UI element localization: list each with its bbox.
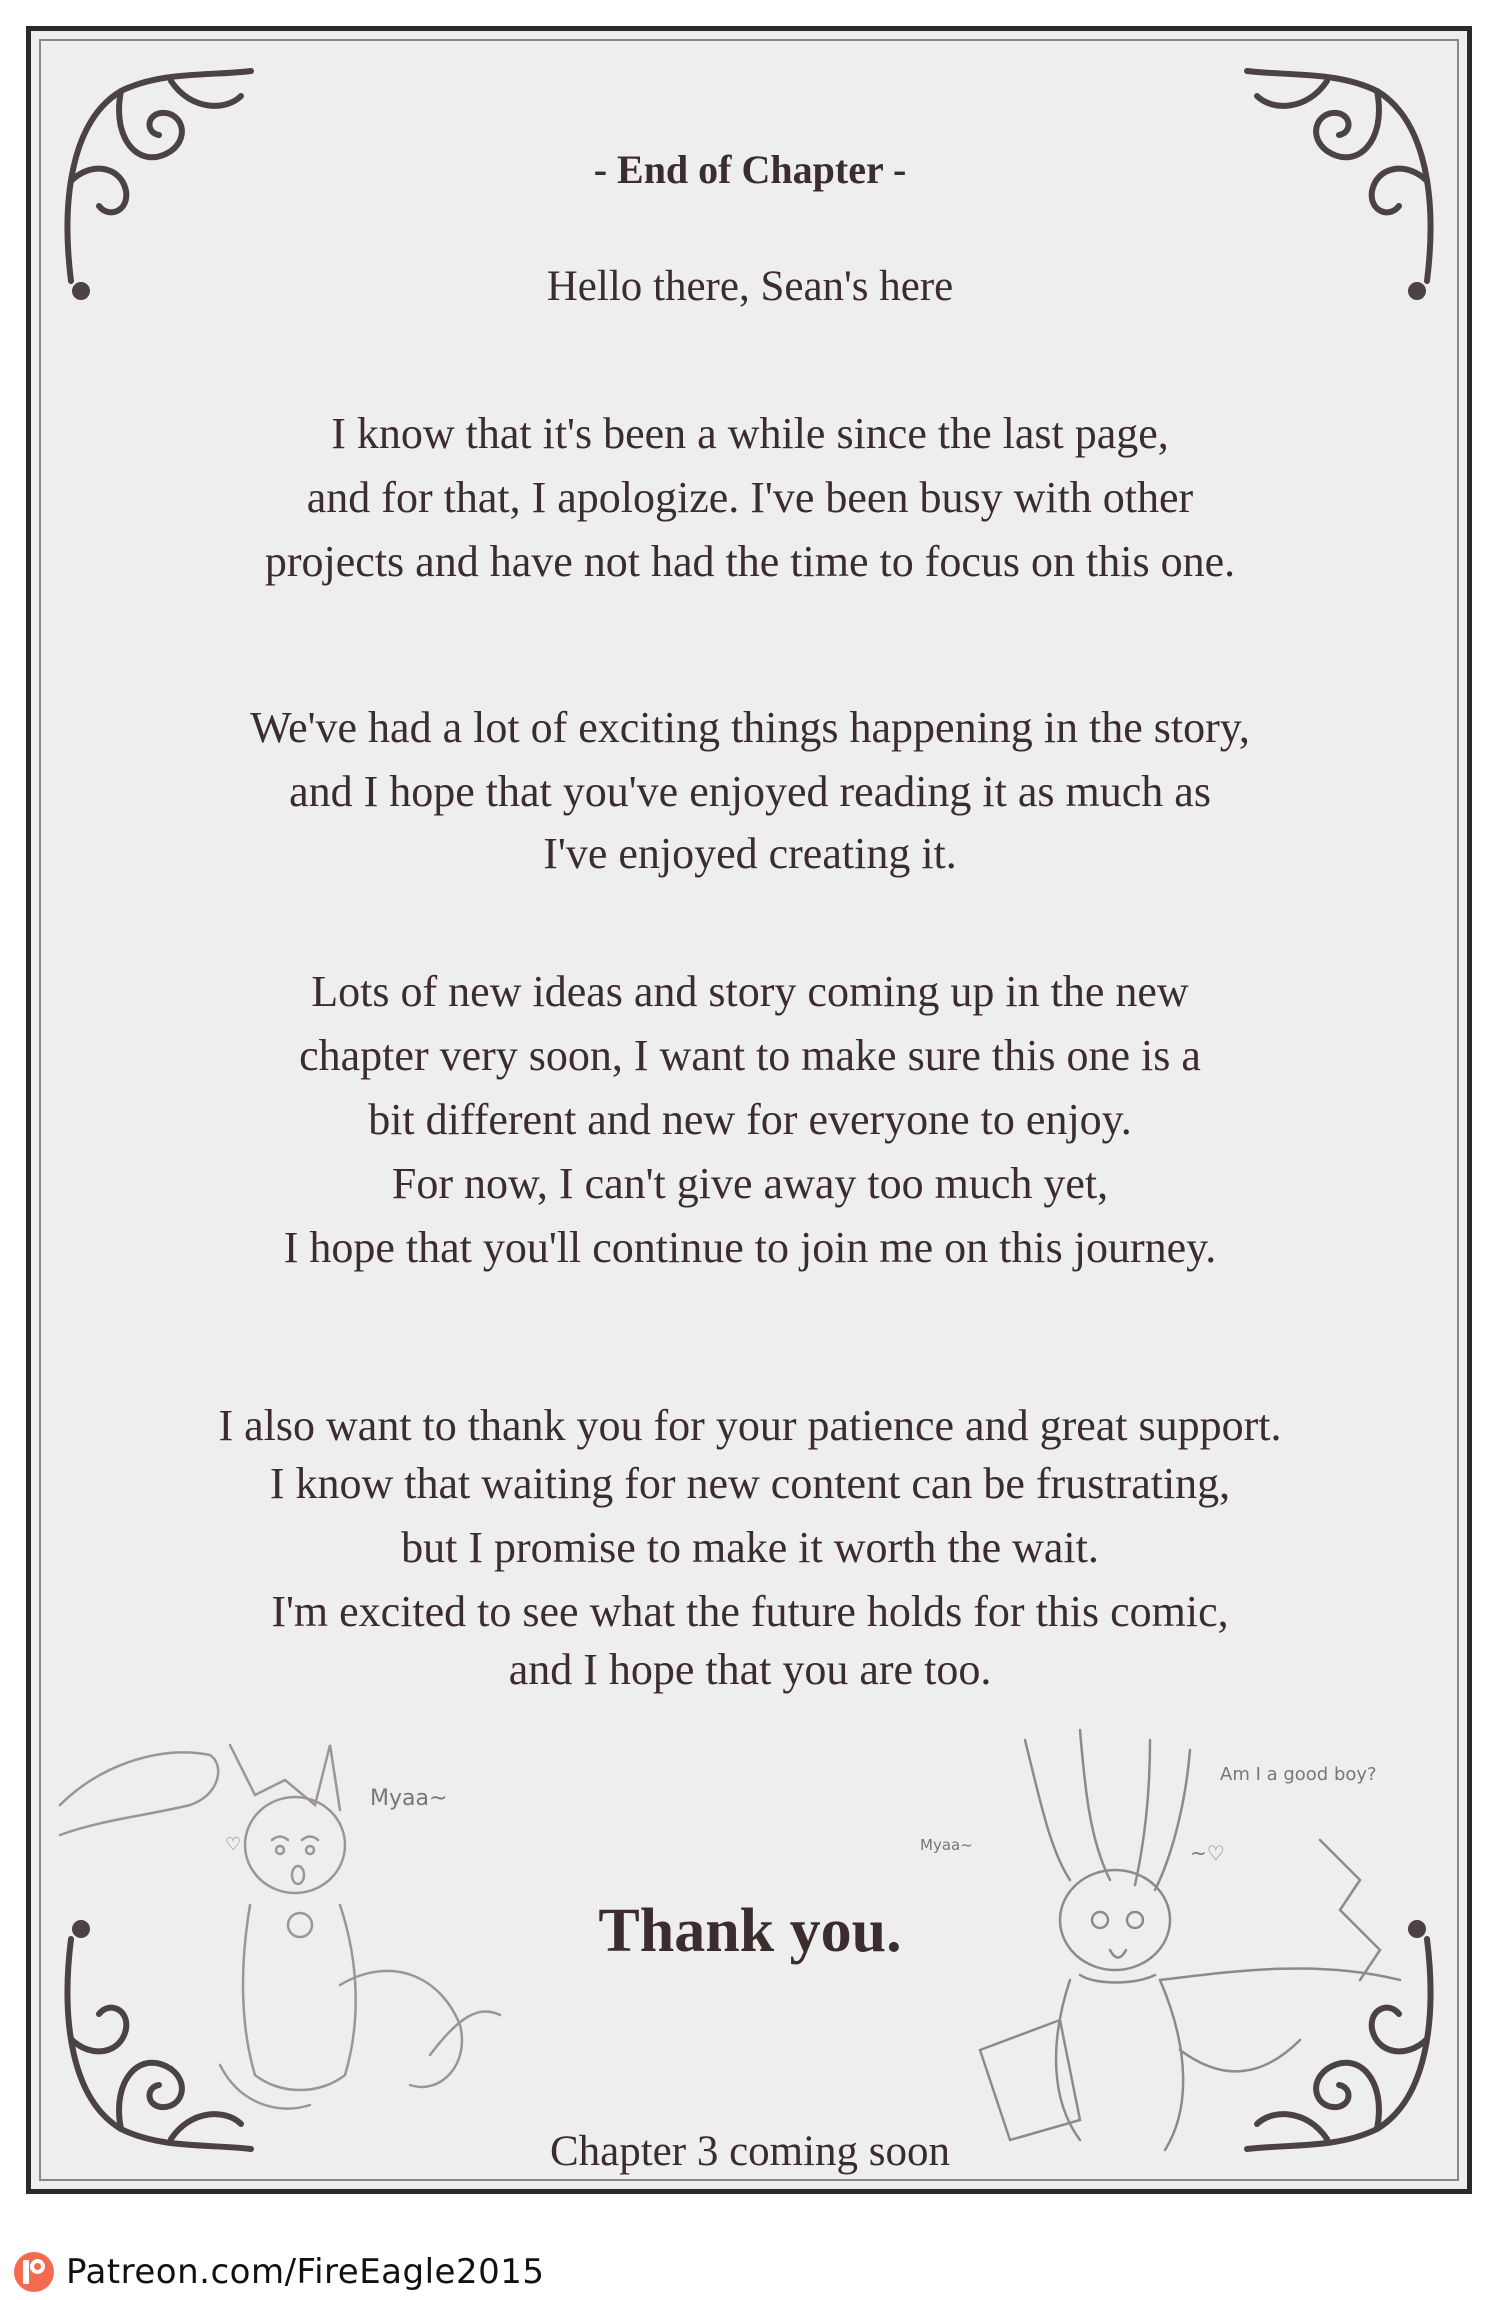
paragraph1-line2: and for that, I apologize. I've been busy with other	[306, 473, 1194, 522]
paragraph2-line3: I've enjoyed creating it.	[543, 829, 957, 878]
thank-you-text: Thank you.	[598, 1897, 902, 1965]
paragraph3-line5: I hope that you'll continue to join me on this journey.	[283, 1223, 1217, 1272]
paragraph3-line4: For now, I can't give away too much yet,	[391, 1159, 1109, 1208]
paragraph1-line3: projects and have not had the time to focus on this one.	[264, 537, 1236, 586]
paragraph2-line2: and I hope that you've enjoyed reading it as much as	[289, 767, 1211, 816]
paragraph3-line1: Lots of new ideas and story coming up in the new	[311, 967, 1189, 1016]
paragraph4-line1: I also want to thank you for your patience and great support.	[218, 1401, 1282, 1450]
paragraph2-line1: We've had a lot of exciting things happening in the story,	[250, 703, 1250, 752]
right-sketch-speech: Am I a good boy?	[1220, 1764, 1377, 1785]
paragraph1-line1: I know that it's been a while since the last page,	[331, 409, 1169, 458]
paragraph4-line5: and I hope that you are too.	[508, 1645, 992, 1694]
patreon-link[interactable]: Patreon.com/FireEagle2015	[66, 2252, 545, 2292]
greeting-line: Hello there, Sean's here	[546, 263, 954, 310]
paragraph4-line4: I'm excited to see what the future holds for this comic,	[271, 1587, 1229, 1636]
chapter-3-coming-soon: Chapter 3 coming soon	[549, 2128, 951, 2175]
right-sketch-caption: Myaa~	[920, 1836, 973, 1854]
paragraph3-line3: bit different and new for everyone to enjoy.	[368, 1095, 1132, 1144]
paragraph3-line2: chapter very soon, I want to make sure this one is a	[299, 1031, 1201, 1080]
patreon-icon	[14, 2252, 54, 2292]
left-sketch-caption: Myaa~	[370, 1786, 448, 1811]
paragraph4-line3: but I promise to make it worth the wait.	[401, 1523, 1099, 1572]
right-sketch-heart: ~♡	[1190, 1841, 1225, 1865]
svg-text:♡: ♡	[225, 1834, 242, 1855]
end-of-chapter-heading: - End of Chapter -	[593, 147, 907, 192]
paragraph4-line2: I know that waiting for new content can be frustrating,	[269, 1459, 1231, 1508]
patreon-footer[interactable]	[14, 2250, 545, 2294]
